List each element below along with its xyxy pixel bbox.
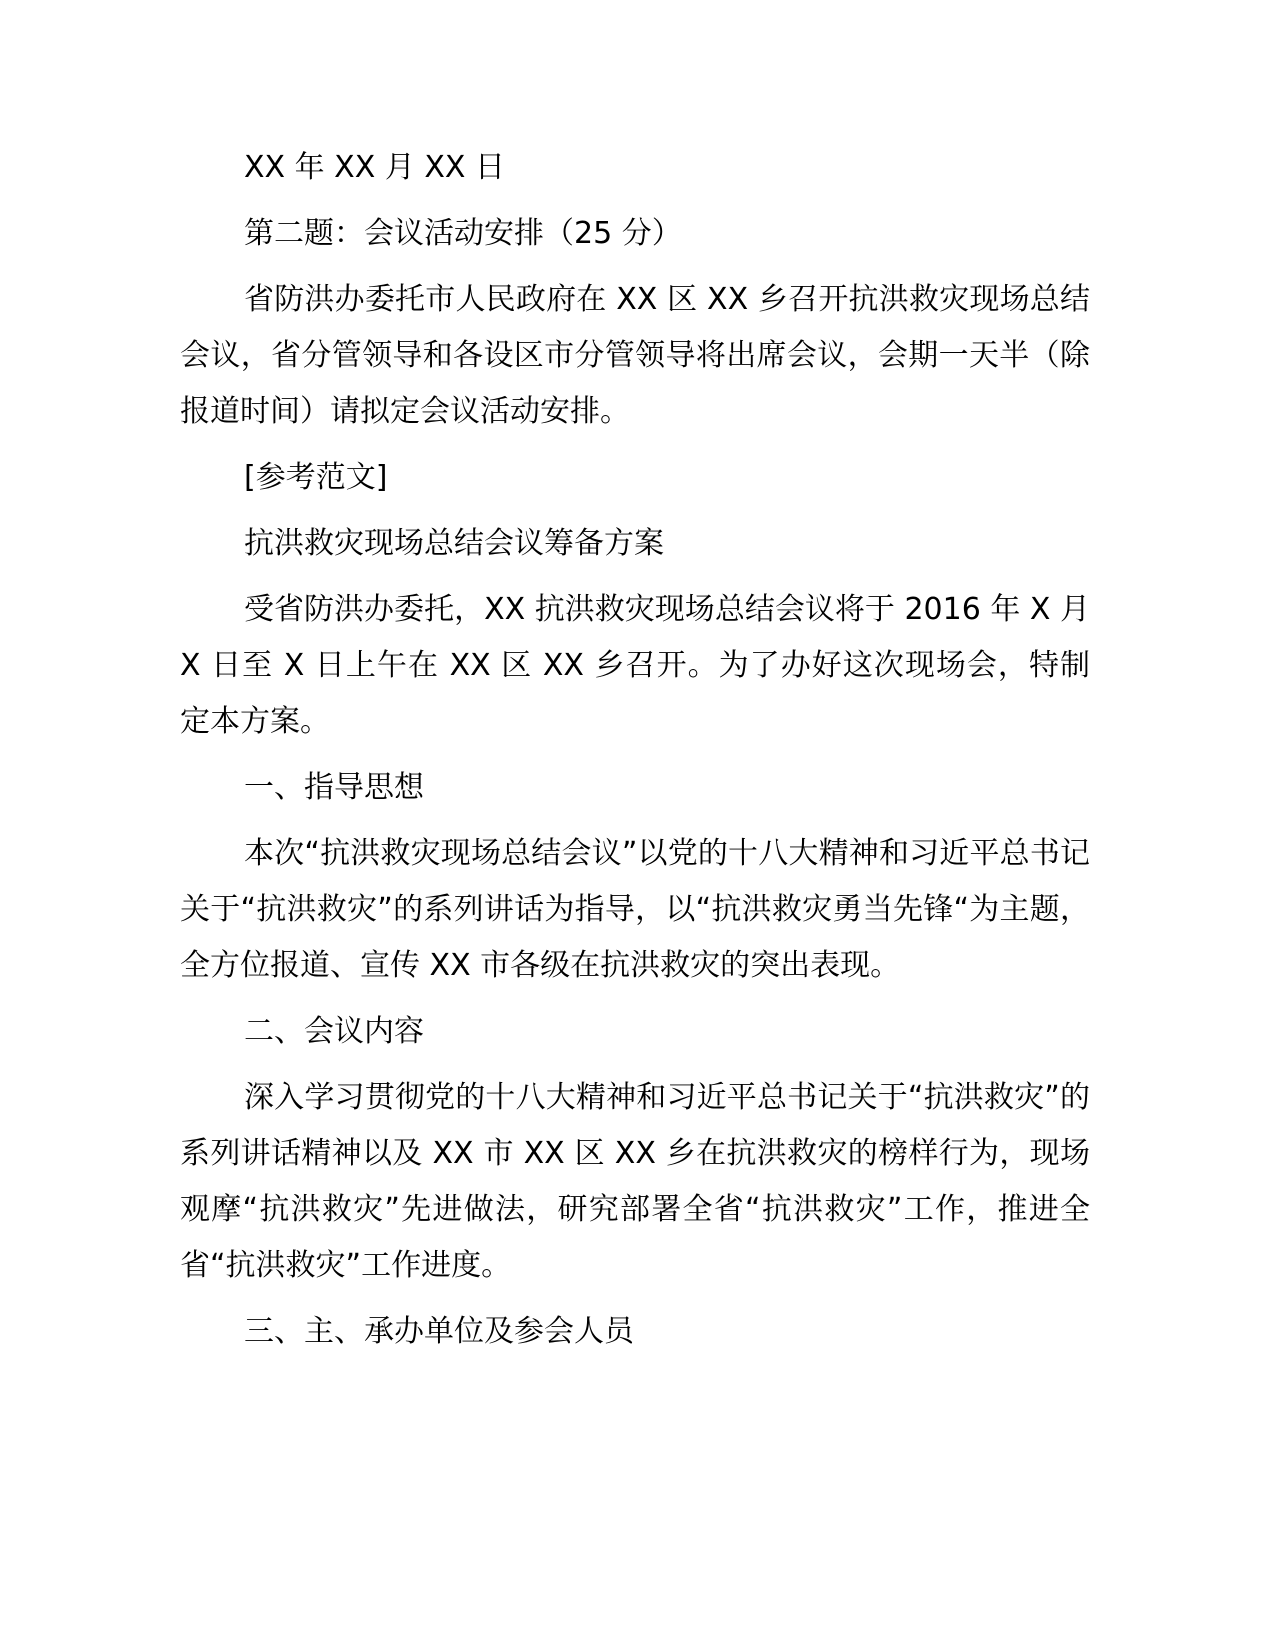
question-title: 第二题：会议活动安排（25 分）	[244, 216, 682, 251]
section-body-2: 深入学习贯彻党的十八大精神和习近平总书记关于“抗洪救灾”的系列讲话精神以及 XX 市 XX 区 XX 乡在抗洪救灾的榜样行为，现场观摩“抗洪救灾”先进做法，研究部署全省“抗洪救灾”工作，推进全省“抗洪救灾”工作进度。	[180, 1080, 1090, 1283]
reference-label: [参考范文]	[244, 460, 388, 495]
section-heading-3: 三、主、承办单位及参会人员	[244, 1314, 634, 1349]
plan-intro: 受省防洪办委托，XX 抗洪救灾现场总结会议将于 2016 年 X 月 X 日至 X 日上午在 XX 区 XX 乡召开。为了办好这次现场会，特制定本方案。	[180, 592, 1090, 739]
question-body: 省防洪办委托市人民政府在 XX 区 XX 乡召开抗洪救灾现场总结会议，省分管领导和各设区市分管领导将出席会议，会期一天半（除报道时间）请拟定会议活动安排。	[180, 282, 1090, 429]
section-heading-1: 一、指导思想	[244, 770, 424, 805]
date-line: XX 年 XX 月 XX 日	[244, 150, 505, 185]
section-heading-2: 二、会议内容	[244, 1014, 424, 1049]
document-page	[180, 140, 1090, 1370]
section-body-1: 本次“抗洪救灾现场总结会议”以党的十八大精神和习近平总书记关于“抗洪救灾”的系列讲话为指导，以“抗洪救灾勇当先锋“为主题，全方位报道、宣传 XX 市各级在抗洪救灾的突出表现。	[180, 836, 1090, 983]
plan-title: 抗洪救灾现场总结会议筹备方案	[244, 526, 664, 561]
